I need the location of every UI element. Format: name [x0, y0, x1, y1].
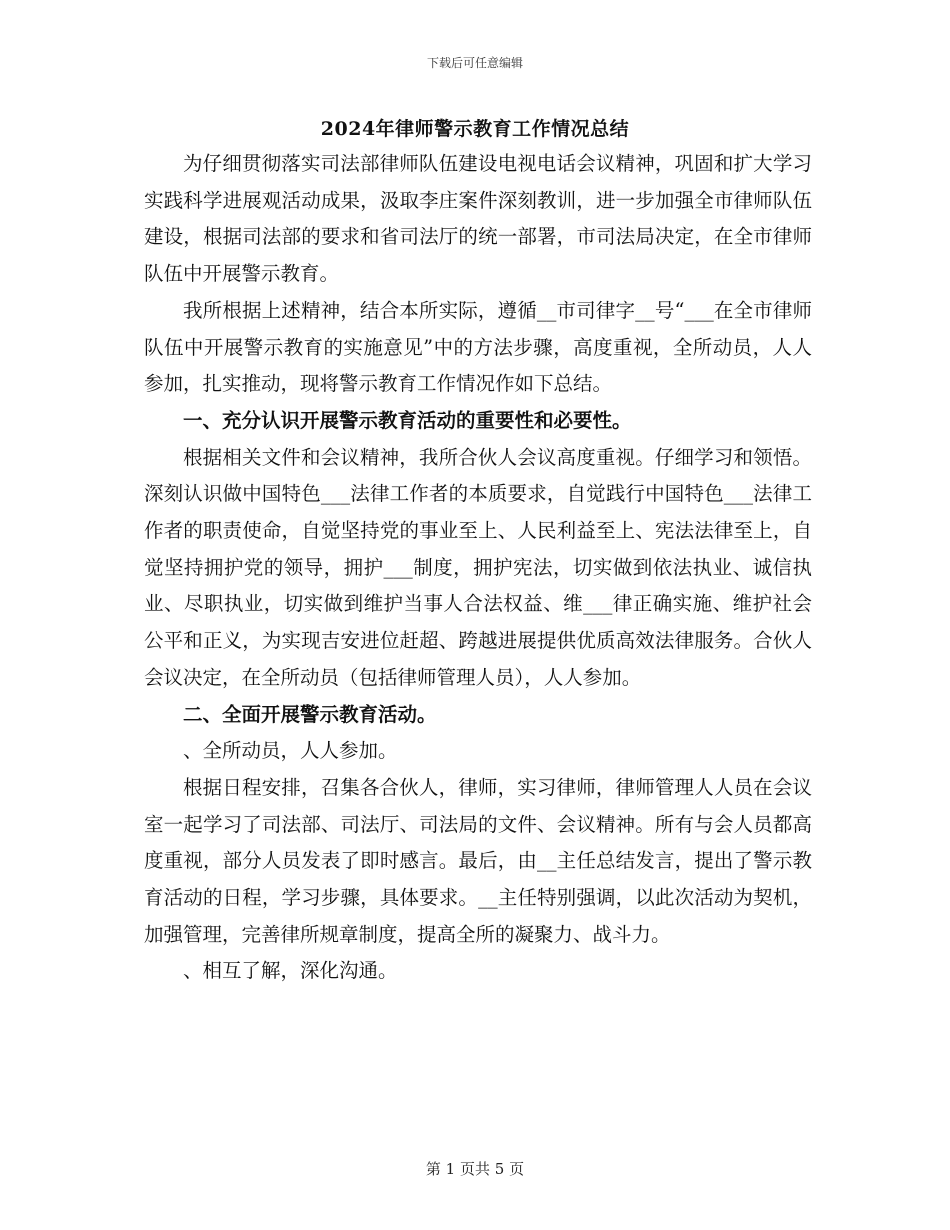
- paragraph-summary: 我所根据上述精神，结合本所实际，遵循__市司律字__号“___在全市律师队伍中开展警示教育的实施意见”中的方法步骤，高度重视，全所动员，人人参加，扎实推动，现将警示教育工作情况作如下总结。: [144, 298, 812, 396]
- header-note: 下载后可任意编辑: [426, 56, 523, 70]
- section-heading-2: 二、全面开展警示教育活动。: [183, 702, 437, 726]
- subsection-item-2: 、相互了解，深化沟通。: [183, 959, 398, 983]
- document-title: 2024年律师警示教育工作情况总结: [320, 118, 630, 140]
- section-heading-1: 一、充分认识开展警示教育活动的重要性和必要性。: [183, 408, 632, 432]
- subsection-item-1: 、全所动员，人人参加。: [183, 739, 398, 763]
- document-body: [144, 146, 812, 990]
- page-number: 第 1 页共 5 页: [425, 1160, 525, 1178]
- paragraph-section-2: 根据日程安排，召集各合伙人，律师，实习律师，律师管理人人员在会议室一起学习了司法部、司法厅、司法局的文件、会议精神。所有与会人员都高度重视，部分人员发表了即时感言。最后，由__主任总结发言，提出了警示教育活动的日程，学习步骤，具体要求。__主任特别强调，以此次活动为契机，加强管理，完善律所规章制度，提高全所的凝聚力、战斗力。: [144, 775, 812, 946]
- paragraph-section-1: 根据相关文件和会议精神，我所合伙人会议高度重视。仔细学习和领悟。深刻认识做中国特色___法律工作者的本质要求，自觉践行中国特色___法律工作者的职责使命，自觉坚持党的事业至上、人民利益至上、宪法法律至上，自觉坚持拥护党的领导，拥护___制度，拥护宪法，切实做到依法执业、诚信执业、尽职执业，切实做到维护当事人合法权益、维___律正确实施、维护社会公平和正义，为实现吉安进位赶超、跨越进展提供优质高效法律服务。合伙人会议决定，在全所动员（包括律师管理人员），人人参加。: [144, 445, 812, 689]
- paragraph-intro: 为仔细贯彻落实司法部律师队伍建设电视电话会议精神，巩固和扩大学习实践科学进展观活动成果，汲取李庄案件深刻教训，进一步加强全市律师队伍建设，根据司法部的要求和省司法厅的统一部署，市司法局决定，在全市律师队伍中开展警示教育。: [144, 152, 812, 286]
